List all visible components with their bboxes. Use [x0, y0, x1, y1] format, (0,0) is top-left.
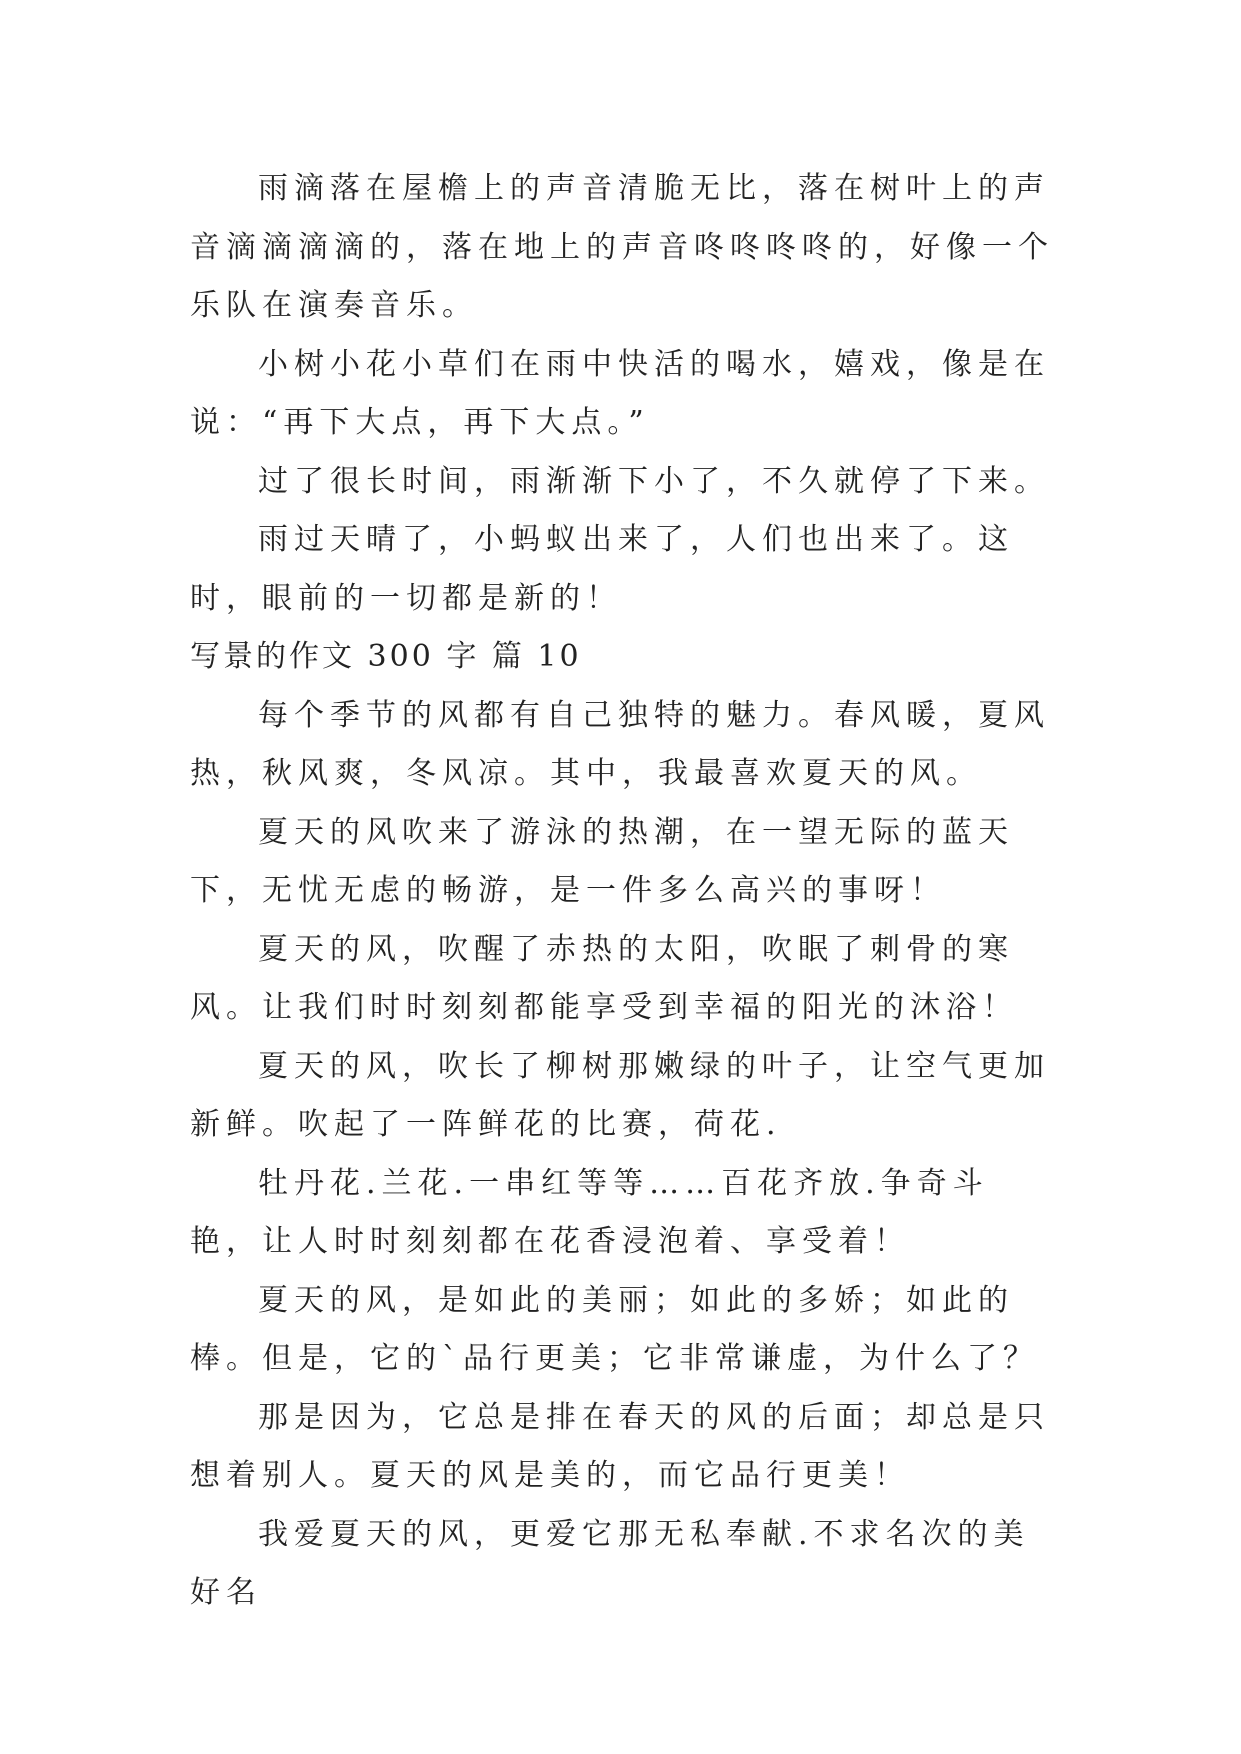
paragraph-rain-stops: 过了很长时间，雨渐渐下小了，不久就停了下来。	[258, 463, 1050, 499]
paragraph-beautiful-wind: 夏天的风，是如此的美丽；如此的多娇；如此的棒。但是，它的`品行更美；它非常谦虚，为什么了？	[190, 1282, 1039, 1376]
document-page	[190, 160, 1060, 1623]
section-heading: 写景的作文 300 字 篇 10	[190, 639, 582, 674]
paragraph-modest-wind: 那是因为，它总是排在春天的风的后面；却总是只想着别人。夏天的风是美的，而它品行更美！	[190, 1399, 1050, 1493]
paragraph-sunny-after-rain: 雨过天晴了，小蚂蚁出来了，人们也出来了。这时，眼前的一切都是新的！	[190, 522, 1014, 616]
paragraph-willow-leaves: 夏天的风，吹长了柳树那嫩绿的叶子，让空气更加新鲜。吹起了一阵鲜花的比赛，荷花.	[190, 1048, 1050, 1142]
paragraph-rain-sound: 雨滴落在屋檐上的声音清脆无比，落在树叶上的声音滴滴滴滴的，落在地上的声音咚咚咚咚的，好像一个乐队在演奏音乐。	[190, 171, 1054, 323]
paragraph-swimming: 夏天的风吹来了游泳的热潮，在一望无际的蓝天下，无忧无虑的畅游，是一件多么高兴的事呀！	[190, 814, 1014, 908]
paragraph-season-winds: 每个季节的风都有自己独特的魅力。春风暖，夏风热，秋风爽，冬风凉。其中，我最喜欢夏天的风。	[190, 697, 1050, 791]
paragraph-sun-wakes: 夏天的风，吹醒了赤热的太阳，吹眠了刺骨的寒风。让我们时时刻刻都能享受到幸福的阳光的沐浴！	[190, 931, 1018, 1025]
paragraph-love-summer-wind: 我爱夏天的风，更爱它那无私奉献.不求名次的美好名	[190, 1516, 1030, 1610]
paragraph-plants-drinking: 小树小花小草们在雨中快活的喝水，嬉戏，像是在说：“再下大点，再下大点。”	[190, 346, 1050, 440]
paragraph-flowers: 牡丹花.兰花.一串红等等……百花齐放.争奇斗艳，让人时时刻刻都在花香浸泡着、享受着！	[190, 1165, 989, 1259]
